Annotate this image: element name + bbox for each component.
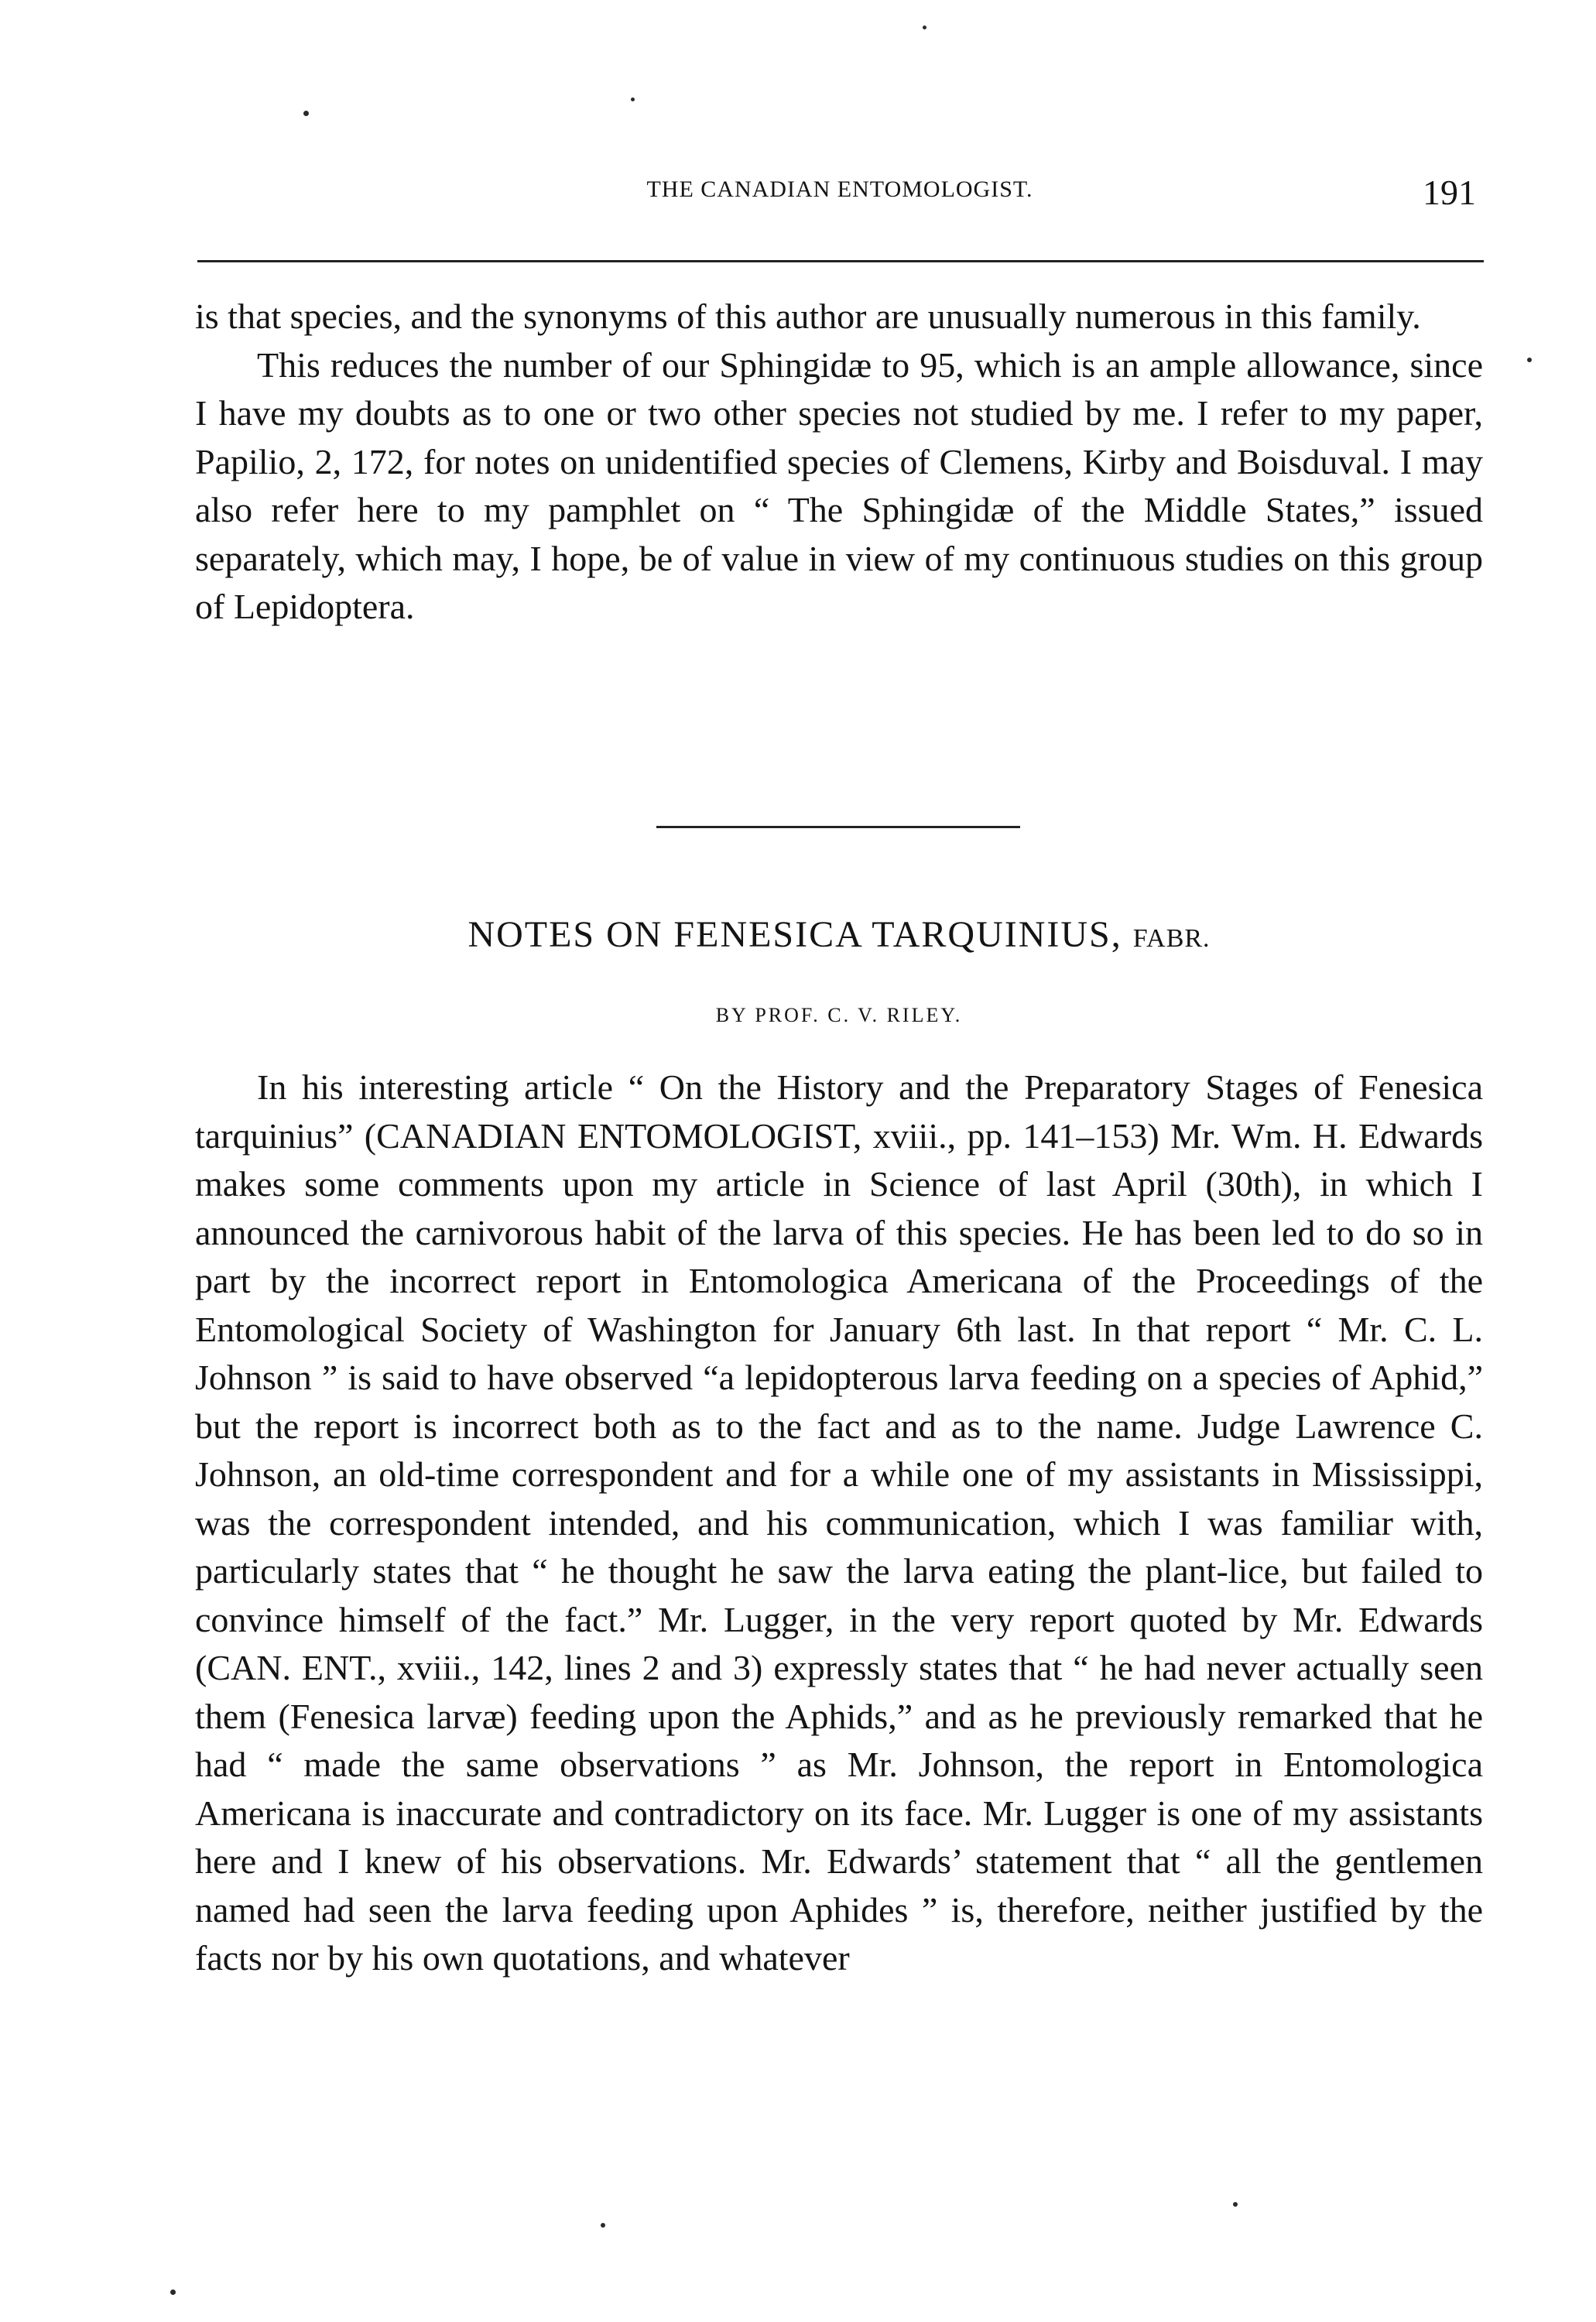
print-speck [601, 2223, 605, 2228]
paragraph: is that species, and the synonyms of this author are unusually numerous in this family. [195, 296, 1421, 336]
previous-article-text [195, 293, 1483, 632]
running-head [197, 172, 1482, 218]
print-speck [923, 26, 926, 29]
print-speck [303, 111, 309, 116]
article-title-author-abbrev: FABR. [1132, 924, 1211, 953]
paragraph: In his interesting article “ On the History and the Preparatory Stages of Fenesica tarquinius” (CANADIAN ENTOMOLOGIST, xviii., pp. 141–153) Mr. Wm. H. Edwards makes some comments upon my article in Science of last April (30th), in which I announced the carnivorous habit of the larva of this species. He has been led to do so in part by the incorrect report in Entomologica Americana of the Proceedings of the Entomological Society of Washington for January 6th last. In that report “ Mr. C. L. Johnson ” is said to have observed “a lepidopterous larva feeding on a species of Aphid,” but the report is incorrect both as to the fact and as to the name. Judge Lawrence C. Johnson, an old-time correspondent and for a while one of my assistants in Mississippi, was the correspondent intended, and his communication, which I was familiar with, particularly states that “ he thought he saw the larva eating the plant-lice, but failed to convince himself of the fact.” Mr. Lugger, in the very report quoted by Mr. Edwards (CAN. ENT., xviii., 142, lines 2 and 3) expressly states that “ he had never actually seen them (Fenesica larvæ) feeding upon the Aphids,” and as he previously remarked that he had “ made the same observations ” as Mr. Johnson, the report in Entomologica Americana is inaccurate and contradictory on its face. Mr. Lugger is one of my assistants here and I knew of his observations. Mr. Edwards’ statement that “ all the gentlemen named had seen the larva feeding upon Aphides ” is, therefore, neither justified by the facts nor by his own quotations, and whatever [195, 1067, 1483, 1978]
header-rule [197, 260, 1484, 262]
page-number: 191 [1423, 173, 1476, 212]
article-title-main: NOTES ON FENESICA TARQUINIUS, [467, 914, 1122, 955]
article-byline: BY PROF. C. V. RILEY. [715, 1004, 963, 1026]
journal-title: THE CANADIAN ENTOMOLOGIST. [646, 176, 1033, 202]
print-speck [1233, 2202, 1238, 2207]
article-body [195, 1063, 1483, 1983]
print-speck [1527, 358, 1532, 362]
article-title [195, 913, 1483, 956]
print-speck [170, 2289, 176, 2295]
paragraph: This reduces the number of our Sphingidæ to 95, which is an ample allowance, since I have my doubts as to one or two other species not studied by me. I refer to my paper, Papilio, 2, 172, for notes on unidentified species of Clemens, Kirby and Boisduval. I may also refer here to my pamphlet on “ The Sphingidæ of the Middle States,” issued separately, which may, I hope, be of value in view of my continuous studies on this group of Lepidoptera. [195, 344, 1483, 626]
section-separator-rule [656, 826, 1020, 828]
print-speck [631, 98, 635, 101]
